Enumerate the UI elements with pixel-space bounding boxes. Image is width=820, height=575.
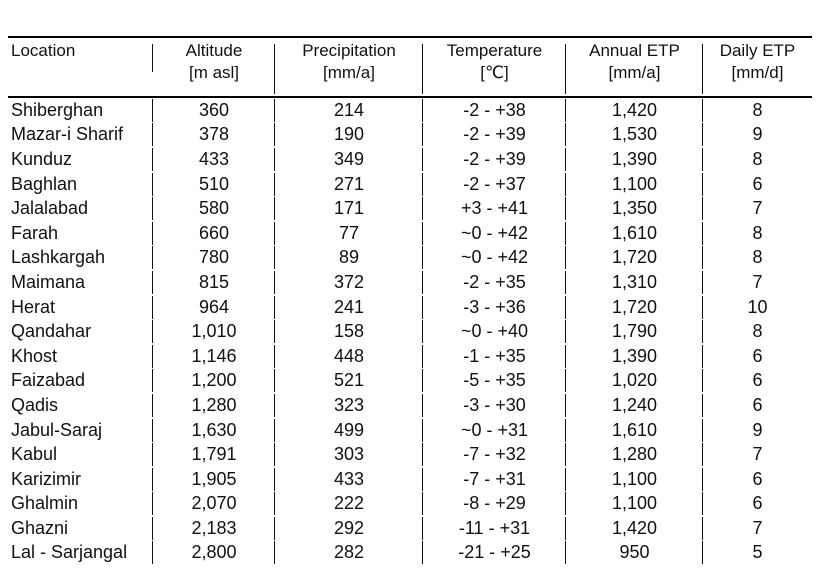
table-cell: -21 - +25	[423, 542, 566, 563]
table-row	[8, 246, 812, 271]
table-row	[8, 98, 812, 123]
table-row	[8, 369, 812, 394]
table-cell: Karizimir	[8, 469, 153, 490]
table-row	[8, 492, 812, 517]
table-cell: 9	[752, 419, 763, 440]
table-cell: 378	[153, 124, 275, 145]
header-cell	[566, 40, 703, 84]
table-cell: -11 - +31	[423, 518, 566, 539]
table-cell: ~0 - +40	[423, 321, 566, 342]
table-cell: 271	[275, 174, 423, 195]
header-label: Precipitation	[302, 41, 396, 60]
table-cell: ~0 - +31	[423, 420, 566, 441]
table-cell: 1,100	[566, 493, 703, 514]
table-row	[8, 418, 812, 443]
header-cell	[275, 40, 423, 84]
table-cell: 222	[275, 493, 423, 514]
table-cell: Lashkargah	[8, 247, 153, 268]
table-cell: 7	[752, 444, 763, 465]
table-cell: 89	[275, 247, 423, 268]
table-cell: ~0 - +42	[423, 247, 566, 268]
table-cell: 815	[153, 272, 275, 293]
table-cell: 1,280	[566, 444, 703, 465]
table-cell: Ghalmin	[8, 493, 153, 514]
table-cell: 1,720	[566, 297, 703, 318]
table-cell: 1,280	[153, 395, 275, 416]
table-cell: 1,390	[566, 346, 703, 367]
table-cell: 2,183	[153, 518, 275, 539]
header-unit: [mm/d]	[731, 63, 784, 82]
table-cell: 7	[752, 198, 763, 219]
header-unit: [mm/a]	[323, 63, 375, 82]
table-cell: 6	[752, 394, 763, 415]
table-cell: 6	[752, 370, 763, 391]
table-cell: 660	[153, 223, 275, 244]
table-row	[8, 295, 812, 320]
table-cell: 360	[153, 100, 275, 121]
table-cell: 1,240	[566, 395, 703, 416]
table-cell: 9	[752, 124, 763, 145]
table-cell: 1,905	[153, 469, 275, 490]
table-cell: -3 - +30	[423, 395, 566, 416]
table-row	[8, 393, 812, 418]
table-cell: Mazar-i Sharif	[8, 124, 153, 145]
table-cell: 510	[153, 174, 275, 195]
table-cell: 780	[153, 247, 275, 268]
header-cell	[423, 40, 566, 84]
table-cell: Shiberghan	[8, 100, 153, 121]
table-row	[8, 172, 812, 197]
table-row	[8, 123, 812, 148]
table-cell: 1,310	[566, 272, 703, 293]
table-cell: 171	[275, 198, 423, 219]
table-cell: Lal - Sarjangal	[8, 542, 153, 563]
header-cell	[703, 40, 812, 84]
table-cell: 6	[752, 173, 763, 194]
table-cell: -2 - +38	[423, 100, 566, 121]
table-cell: Herat	[8, 297, 153, 318]
table-cell: 950	[566, 542, 703, 563]
header-unit: [m asl]	[188, 63, 240, 82]
table-cell: 1,010	[153, 321, 275, 342]
table-cell: +3 - +41	[423, 198, 566, 219]
table-cell: 1,790	[566, 321, 703, 342]
table-cell: Faizabad	[8, 370, 153, 391]
table-cell: -7 - +32	[423, 444, 566, 465]
table-cell: 1,020	[566, 370, 703, 391]
table-cell: -2 - +35	[423, 272, 566, 293]
table-row	[8, 467, 812, 492]
table-row	[8, 344, 812, 369]
table-cell: 323	[275, 395, 423, 416]
table-cell: 8	[752, 321, 763, 342]
table-cell: 6	[752, 468, 763, 489]
table-cell: 499	[275, 420, 423, 441]
table-cell: 2,070	[153, 493, 275, 514]
table-cell: 8	[752, 99, 763, 120]
table-cell: Kabul	[8, 444, 153, 465]
table-cell: 1,630	[153, 420, 275, 441]
header-unit: [mm/a]	[608, 63, 661, 82]
table-cell: 1,200	[153, 370, 275, 391]
table-row	[8, 442, 812, 467]
table-cell: 964	[153, 297, 275, 318]
header-label: Altitude	[185, 41, 243, 60]
table-cell: 8	[752, 247, 763, 268]
table-cell: 303	[275, 444, 423, 465]
table-body	[8, 98, 812, 565]
table-cell: 6	[752, 493, 763, 514]
table-cell: Qandahar	[8, 321, 153, 342]
table-cell: 292	[275, 518, 423, 539]
table-cell: -2 - +37	[423, 174, 566, 195]
table-cell: -8 - +29	[423, 493, 566, 514]
header-label: Location	[11, 41, 76, 60]
table-cell: -3 - +36	[423, 297, 566, 318]
table-cell: 1,146	[153, 346, 275, 367]
table-cell: Jalalabad	[8, 198, 153, 219]
header-unit: [℃]	[480, 63, 509, 82]
table-cell: 10	[747, 296, 768, 317]
table-cell: 448	[275, 346, 423, 367]
table-cell: 1,720	[566, 247, 703, 268]
climate-table	[8, 36, 812, 565]
table-cell: 1,100	[566, 174, 703, 195]
table-cell: 190	[275, 124, 423, 145]
table-cell: 8	[752, 222, 763, 243]
table-cell: 1,390	[566, 149, 703, 170]
table-cell: Kunduz	[8, 149, 153, 170]
table-cell: 433	[275, 469, 423, 490]
table-cell: 5	[752, 542, 763, 563]
table-cell: 282	[275, 542, 423, 563]
table-cell: -5 - +35	[423, 370, 566, 391]
table-cell: 1,791	[153, 444, 275, 465]
table-cell: Baghlan	[8, 174, 153, 195]
table-cell: 1,420	[566, 100, 703, 121]
table-row	[8, 541, 812, 566]
table-cell: -2 - +39	[423, 149, 566, 170]
table-cell: 1,100	[566, 469, 703, 490]
table-row	[8, 319, 812, 344]
table-cell: 349	[275, 149, 423, 170]
table-cell: Khost	[8, 346, 153, 367]
table-cell: 580	[153, 198, 275, 219]
table-cell: 1,530	[566, 124, 703, 145]
table-cell: 7	[752, 271, 763, 292]
table-cell: Farah	[8, 223, 153, 244]
table-cell: Maimana	[8, 272, 153, 293]
table-row	[8, 270, 812, 295]
header-label: Daily ETP	[719, 41, 796, 60]
table-cell: Ghazni	[8, 518, 153, 539]
header-row	[8, 38, 812, 96]
table-cell: -2 - +39	[423, 124, 566, 145]
table-cell: 521	[275, 370, 423, 391]
table-cell: Qadis	[8, 395, 153, 416]
table-row	[8, 196, 812, 221]
table-cell: 1,420	[566, 518, 703, 539]
table-cell: 7	[752, 517, 763, 538]
table-cell: ~0 - +42	[423, 223, 566, 244]
table-cell: 372	[275, 272, 423, 293]
table-cell: 214	[275, 100, 423, 121]
header-cell	[8, 40, 153, 62]
table-cell: 241	[275, 297, 423, 318]
table-cell: -1 - +35	[423, 346, 566, 367]
table-cell: 77	[275, 223, 423, 244]
table-cell: 1,610	[566, 420, 703, 441]
table-cell: 158	[275, 321, 423, 342]
table-cell: 2,800	[153, 542, 275, 563]
table-cell: 433	[153, 149, 275, 170]
header-cell	[153, 40, 275, 84]
table-row	[8, 221, 812, 246]
table-cell: 6	[752, 345, 763, 366]
table-cell: 1,610	[566, 223, 703, 244]
table-cell: 8	[752, 148, 763, 169]
table-cell: Jabul-Saraj	[8, 420, 153, 441]
header-label: Temperature	[446, 41, 543, 60]
table-row	[8, 516, 812, 541]
table-row	[8, 147, 812, 172]
table-cell: 1,350	[566, 198, 703, 219]
table-cell: -7 - +31	[423, 469, 566, 490]
header-label: Annual ETP	[589, 41, 680, 60]
